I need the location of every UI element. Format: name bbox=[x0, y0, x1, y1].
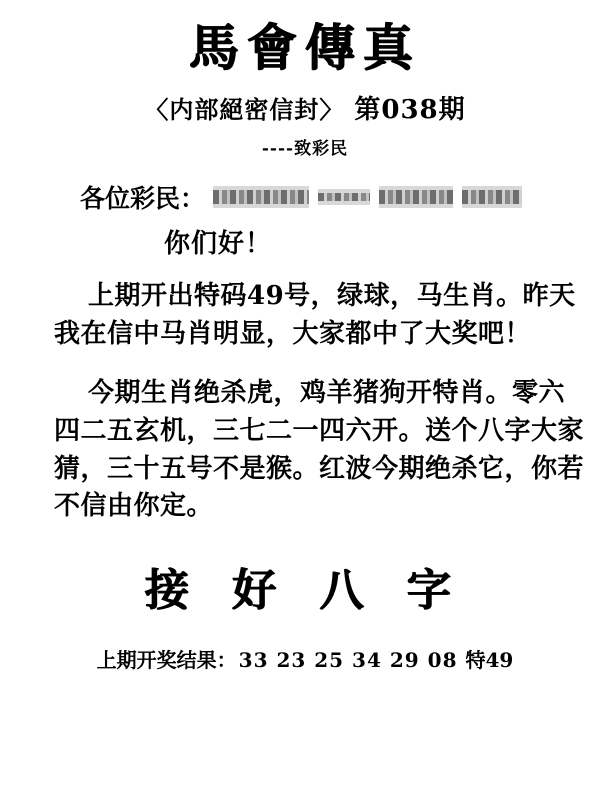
slogan-text: 接 好 八 字 bbox=[145, 565, 465, 617]
hello-line: 你们好！ bbox=[164, 229, 273, 259]
previous-results-line bbox=[18, 644, 592, 673]
redaction-bar bbox=[379, 186, 453, 208]
dedication-line: ----致彩民 bbox=[261, 139, 349, 159]
redacted-text-block bbox=[213, 184, 522, 210]
redaction-bar bbox=[318, 189, 370, 205]
subtitle-row bbox=[18, 89, 592, 126]
redaction-bar bbox=[462, 186, 522, 208]
document-page bbox=[0, 20, 610, 796]
previous-results-numbers: 33 23 25 34 29 08 bbox=[238, 648, 458, 673]
previous-results-label: 上期开奖结果： bbox=[96, 648, 237, 673]
special-number: 49 bbox=[485, 648, 514, 673]
issue-number: 第038期 bbox=[354, 95, 466, 125]
body-paragraph-1: 上期开出特码49号，绿球，马生肖。昨天我在信中马肖明显，大家都中了大奖吧！ bbox=[54, 281, 576, 349]
special-label: 特 bbox=[465, 648, 486, 673]
page-title: 馬會傳真 bbox=[189, 18, 421, 77]
greeting-row bbox=[18, 181, 592, 213]
body-paragraph-2: 今期生肖绝杀虎，鸡羊猪狗开特肖。零六四二五玄机，三七二一四六开。送个八字大家猜，三十五号不是猴。红波今期绝杀它，你若不信由你定。 bbox=[54, 378, 585, 522]
subtitle-bracketed: 〈内部絕密信封〉 bbox=[144, 95, 345, 124]
greeting-label: 各位彩民： bbox=[80, 184, 206, 213]
redaction-bar bbox=[213, 186, 309, 208]
